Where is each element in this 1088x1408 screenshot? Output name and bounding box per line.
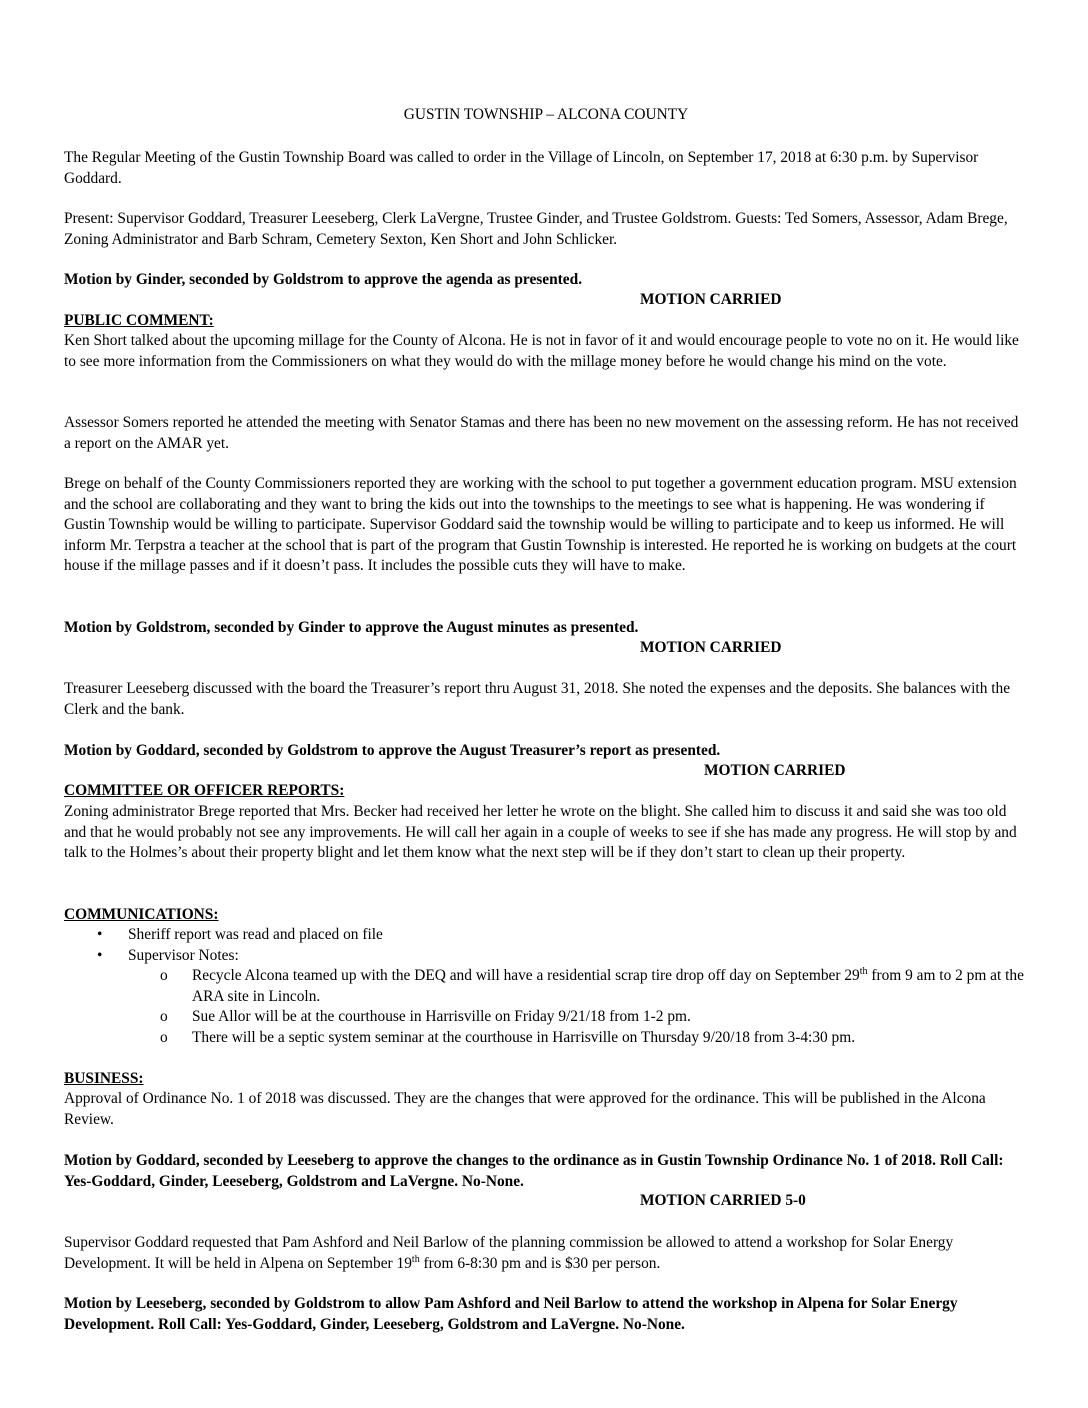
motion-treasurer-report: Motion by Goddard, seconded by Goldstrom to approve the August Treasurer’s report as presented. — [64, 742, 721, 759]
motion-solar-workshop: Motion by Leeseberg, seconded by Goldstrom to allow Pam Ashford and Neil Barlow to attend the workshop in Alpena for Solar Energy Development. Roll Call: Yes-Goddard, Ginder, Leeseberg, Goldstrom and LaVergne. No-None. — [64, 1295, 958, 1333]
supervisor-notes-list — [128, 966, 1028, 1048]
public-comment-heading: PUBLIC COMMENT: — [64, 312, 214, 329]
circle-bullet-icon: o — [160, 967, 168, 984]
motion-minutes: Motion by Goldstrom, seconded by Ginder to approve the August minutes as presented. — [64, 619, 639, 636]
attendance-paragraph: Present: Supervisor Goddard, Treasurer Leeseberg, Clerk LaVergne, Trustee Ginder, and Trustee Goldstrom. Guests: Ted Somers, Assessor, Adam Brege, Zoning Administrator and Barb Schram, Cemetery Sexton, Ken Short and John Schlicker. — [64, 210, 1008, 248]
list-item: o Sue Allor will be at the courthouse in Harrisville on Friday 9/21/18 from 1-2 pm. — [64, 1007, 1028, 1028]
treasurer-paragraph: Treasurer Leeseberg discussed with the board the Treasurer’s report thru August 31, 2018. She noted the expenses and the deposits. She balances with the Clerk and the bank. — [64, 680, 1011, 718]
list-item: o There will be a septic system seminar at the courthouse in Harrisville on Thursday 9/20/18 from 3-4:30 pm. — [64, 1028, 1028, 1049]
committee-paragraph: Zoning administrator Brege reported that Mrs. Becker had received her letter he wrote on the blight. She called him to discuss it and said she was too old and that he would probably not see any improvements. He will call her again in a couple of weeks to see if she has made any progress. He will stop by and talk to the Holmes’s about their property blight and let them know what the next step will be if they don’t start to clean up their property. — [64, 803, 1017, 861]
public-comment-paragraph-2: Assessor Somers reported he attended the meeting with Senator Stamas and there has been no new movement on the assessing reform. He has not received a report on the AMAR yet. — [64, 414, 1019, 452]
circle-bullet-icon: o — [160, 1008, 168, 1025]
communications-heading: COMMUNICATIONS: — [64, 906, 219, 923]
bullet-icon: • — [97, 946, 103, 964]
public-comment-paragraph-1: Ken Short talked about the upcoming millage for the County of Alcona. He is not in favor of it and would encourage people to vote no on it. He would like to see more information from the Commissioners on what they would do with the millage money before he would change his mind on the vote. — [64, 332, 1019, 370]
motion-treasurer-report-result: MOTION CARRIED — [704, 762, 846, 779]
motion-ordinance-result: MOTION CARRIED 5-0 — [640, 1192, 806, 1209]
business-heading: BUSINESS: — [64, 1070, 144, 1087]
business-paragraph: Approval of Ordinance No. 1 of 2018 was discussed. They are the changes that were approved for the ordinance. This will be published in the Alcona Review. — [64, 1090, 986, 1128]
motion-agenda: Motion by Ginder, seconded by Goldstrom to approve the agenda as presented. — [64, 271, 583, 288]
list-item: • Sheriff report was read and placed on file — [64, 925, 1028, 946]
list-item: o Recycle Alcona teamed up with the DEQ and will have a residential scrap tire drop off day on September 29th from 9 am to 2 pm at the ARA site in Lincoln. — [160, 965, 1024, 1005]
motion-minutes-result: MOTION CARRIED — [640, 639, 782, 656]
motion-agenda-result: MOTION CARRIED — [640, 291, 782, 308]
solar-workshop-paragraph: Supervisor Goddard requested that Pam Ashford and Neil Barlow of the planning commission be allowed to attend a workshop for Solar Energy Development. It will be held in Alpena on September 19th from 6-8:30 pm and is $30 per person. — [64, 1234, 954, 1272]
list-item: • Supervisor Notes: o Recycle Alcona teamed up with the DEQ and will have a residential scrap tire drop off day on September 29th from 9 am to 2 pm at the ARA site in Lincoln. o Sue Allor will be at the courthouse in Harrisville on Friday 9/21/18 from 1-2 pm. o There will be a septic system seminar at the courthouse in Harrisville on Thursday 9/20/18 from 3-4:30 pm. — [64, 946, 1028, 1049]
motion-ordinance: Motion by Goddard, seconded by Leeseberg to approve the changes to the ordinance as in Gustin Township Ordinance No. 1 of 2018. Roll Call: Yes-Goddard, Ginder, Leeseberg, Goldstrom and LaVergne. No-None. — [64, 1152, 1004, 1190]
public-comment-paragraph-3: Brege on behalf of the County Commissioners reported they are working with the school to put together a government education program. MSU extension and the school are collaborating and they want to bring the kids out into the townships to the meetings to see what is happening. He was wondering if Gustin Township would be willing to participate. Supervisor Goddard said the township would be willing to participate and to keep us informed. He will inform Mr. Terpstra a teacher at the school that is part of the program that Gustin Township is interested. He reported he is working on budgets at the court house if the millage passes and if it doesn’t pass. It includes the possible cuts they will have to make. — [64, 475, 1017, 574]
communications-list — [64, 925, 1028, 1048]
committee-heading: COMMITTEE OR OFFICER REPORTS: — [64, 782, 345, 799]
circle-bullet-icon: o — [160, 1028, 168, 1046]
bullet-icon: • — [97, 926, 103, 943]
intro-paragraph: The Regular Meeting of the Gustin Township Board was called to order in the Village of Lincoln, on September 17, 2018 at 6:30 p.m. by Supervisor Goddard. — [64, 149, 979, 187]
document-title: GUSTIN TOWNSHIP – ALCONA COUNTY — [403, 106, 689, 123]
